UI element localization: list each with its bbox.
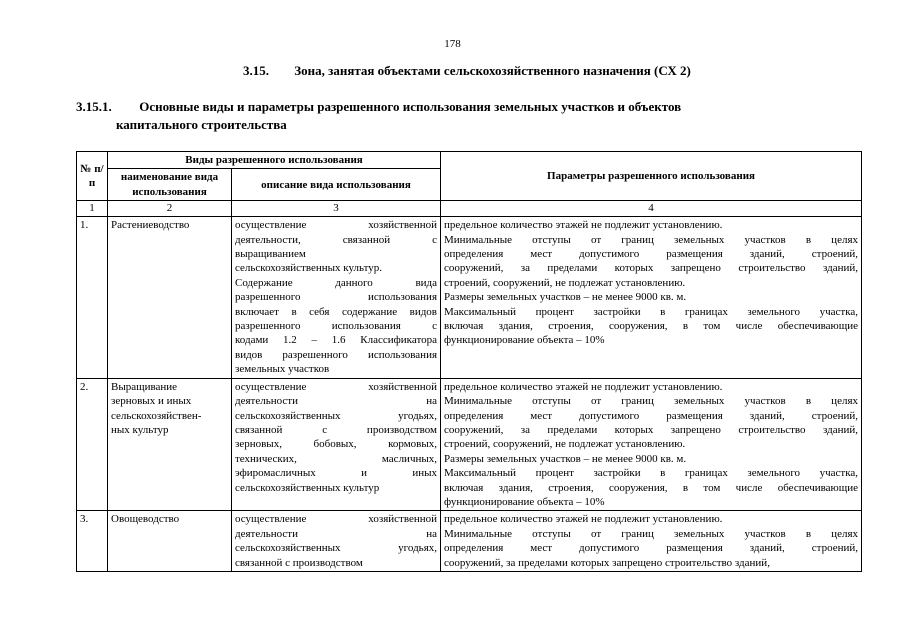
use-description-line: деятельности на [235,395,438,408]
use-description-line: осуществление хозяйственной [235,513,438,526]
column-number: 1 [77,201,108,217]
table-row [77,378,862,511]
use-description-line: сельскохозяйственных угодьях, [235,542,438,555]
parameter-line: предельное количество этажей не подлежит установлению. [444,513,723,526]
use-name-line: ных культур [111,423,169,436]
parameter-line: определения мест допустимого размещения зданий, строений, [444,409,859,422]
section-number: 3.15. [243,63,269,78]
use-description-line: разрешенного использования [235,291,438,304]
parameter-line: функционирование объекта – 10% [444,495,605,508]
parameter-line: определения мест допустимого размещения зданий, строений, [444,248,859,261]
use-description-line: Содержание данного вида [235,276,438,289]
use-description-line: сельскохозяйственных культур [235,481,380,494]
row-number: 1. [77,217,108,378]
use-description-line: сельскохозяйственных культур. [235,262,382,275]
column-number: 3 [232,201,441,217]
subsection-heading-line2: капитального строительства [116,117,287,132]
column-number: 2 [108,201,232,217]
row-number: 3. [77,511,108,572]
column-number: 4 [441,201,862,217]
section-title [243,63,691,79]
parameter-line: предельное количество этажей не подлежит установлению. [444,219,723,232]
use-description-line: деятельности на [235,527,438,540]
use-name-cell [108,511,232,572]
use-name-line: сельскохозяйствен- [111,409,202,422]
use-description-line: кодами 1.2 – 1.6 Классификатора [235,334,438,347]
parameter-line: Минимальные отступы от границ земельных участков в целях [444,395,859,408]
table-row [77,217,862,378]
use-description-line: осуществление хозяйственной [235,380,438,393]
parameter-line: Минимальные отступы от границ земельных участков в целях [444,527,859,540]
parameters-cell [441,511,862,572]
parameter-line: Размеры земельных участков – не менее 9000 кв. м. [444,452,687,465]
parameter-line: Минимальные отступы от границ земельных участков в целях [444,233,859,246]
use-name-line: зерновых и иных [111,395,192,408]
parameter-line: сооружений, за пределами которых запрещено строительство зданий, [444,262,859,275]
table-body [77,217,862,572]
page-number: 178 [444,38,461,50]
permitted-use-table [76,151,862,572]
header-use-description: описание вида использования [232,169,441,201]
parameters-cell [441,217,862,378]
section-heading-text: Зона, занятая объектами сельскохозяйственного назначения (СХ 2) [294,63,691,78]
header-use-types: Виды разрешенного использования [108,152,441,169]
parameter-line: Максимальный процент застройки в границах земельного участка, [444,467,859,480]
parameter-line: сооружений, за пределами которых запрещено строительство зданий, [444,423,859,436]
use-description-line: эфиромасличных и иных [235,467,438,480]
use-description-cell [232,217,441,378]
parameter-line: сооружений, за пределами которых запрещено строительство зданий, [444,556,770,569]
use-name-cell [108,217,232,378]
use-description-line: включает в себя содержание видов [235,305,438,318]
parameter-line: определения мест допустимого размещения зданий, строений, [444,542,859,555]
use-description-line: видов разрешенного использования [235,348,438,361]
parameter-line: Размеры земельных участков – не менее 9000 кв. м. [444,291,687,304]
use-description-line: земельных участков [235,363,330,376]
header-row-number: № п/п [77,152,108,201]
use-description-line: деятельности, связанной с [235,233,438,246]
parameter-line: Максимальный процент застройки в границах земельного участка, [444,305,859,318]
use-description-line: зерновых, бобовых, кормовых, [235,438,438,451]
use-name-line: Выращивание [111,380,178,393]
use-name-line: Овощеводство [111,513,180,526]
parameter-line: предельное количество этажей не подлежит установлению. [444,380,723,393]
use-name-cell [108,378,232,511]
table-row [77,511,862,572]
use-description-cell [232,511,441,572]
parameters-cell [441,378,862,511]
parameter-line: включая здания, строения, сооружения, в том числе обеспечивающие [444,481,859,494]
subsection-heading-line1: Основные виды и параметры разрешенного использования земельных участков и объектов [139,99,682,114]
use-name-line: Растениеводство [111,219,190,232]
subsection-number: 3.15.1. [76,99,112,114]
parameter-line: строений, сооружений, не подлежат установлению. [444,276,686,289]
row-number: 2. [77,378,108,511]
use-description-line: осуществление хозяйственной [235,219,438,232]
header-parameters: Параметры разрешенного использования [441,152,862,201]
parameter-line: включая здания, строения, сооружения, в том числе обеспечивающие [444,320,859,333]
use-description-line: связанной с производством [235,423,438,436]
header-use-name: наименование вида использования [108,169,232,201]
parameter-line: строений, сооружений, не подлежат установлению. [444,438,686,451]
use-description-line: сельскохозяйственных угодьях, [235,409,438,422]
use-description-line: выращиванием [235,248,306,261]
subsection-title [76,98,856,134]
use-description-line: связанной с производством [235,556,363,569]
use-description-line: разрешенного использования с [235,320,438,333]
parameter-line: функционирование объекта – 10% [444,334,605,347]
use-description-line: технических, масличных, [235,452,438,465]
use-description-cell [232,378,441,511]
column-number-row [77,201,862,217]
